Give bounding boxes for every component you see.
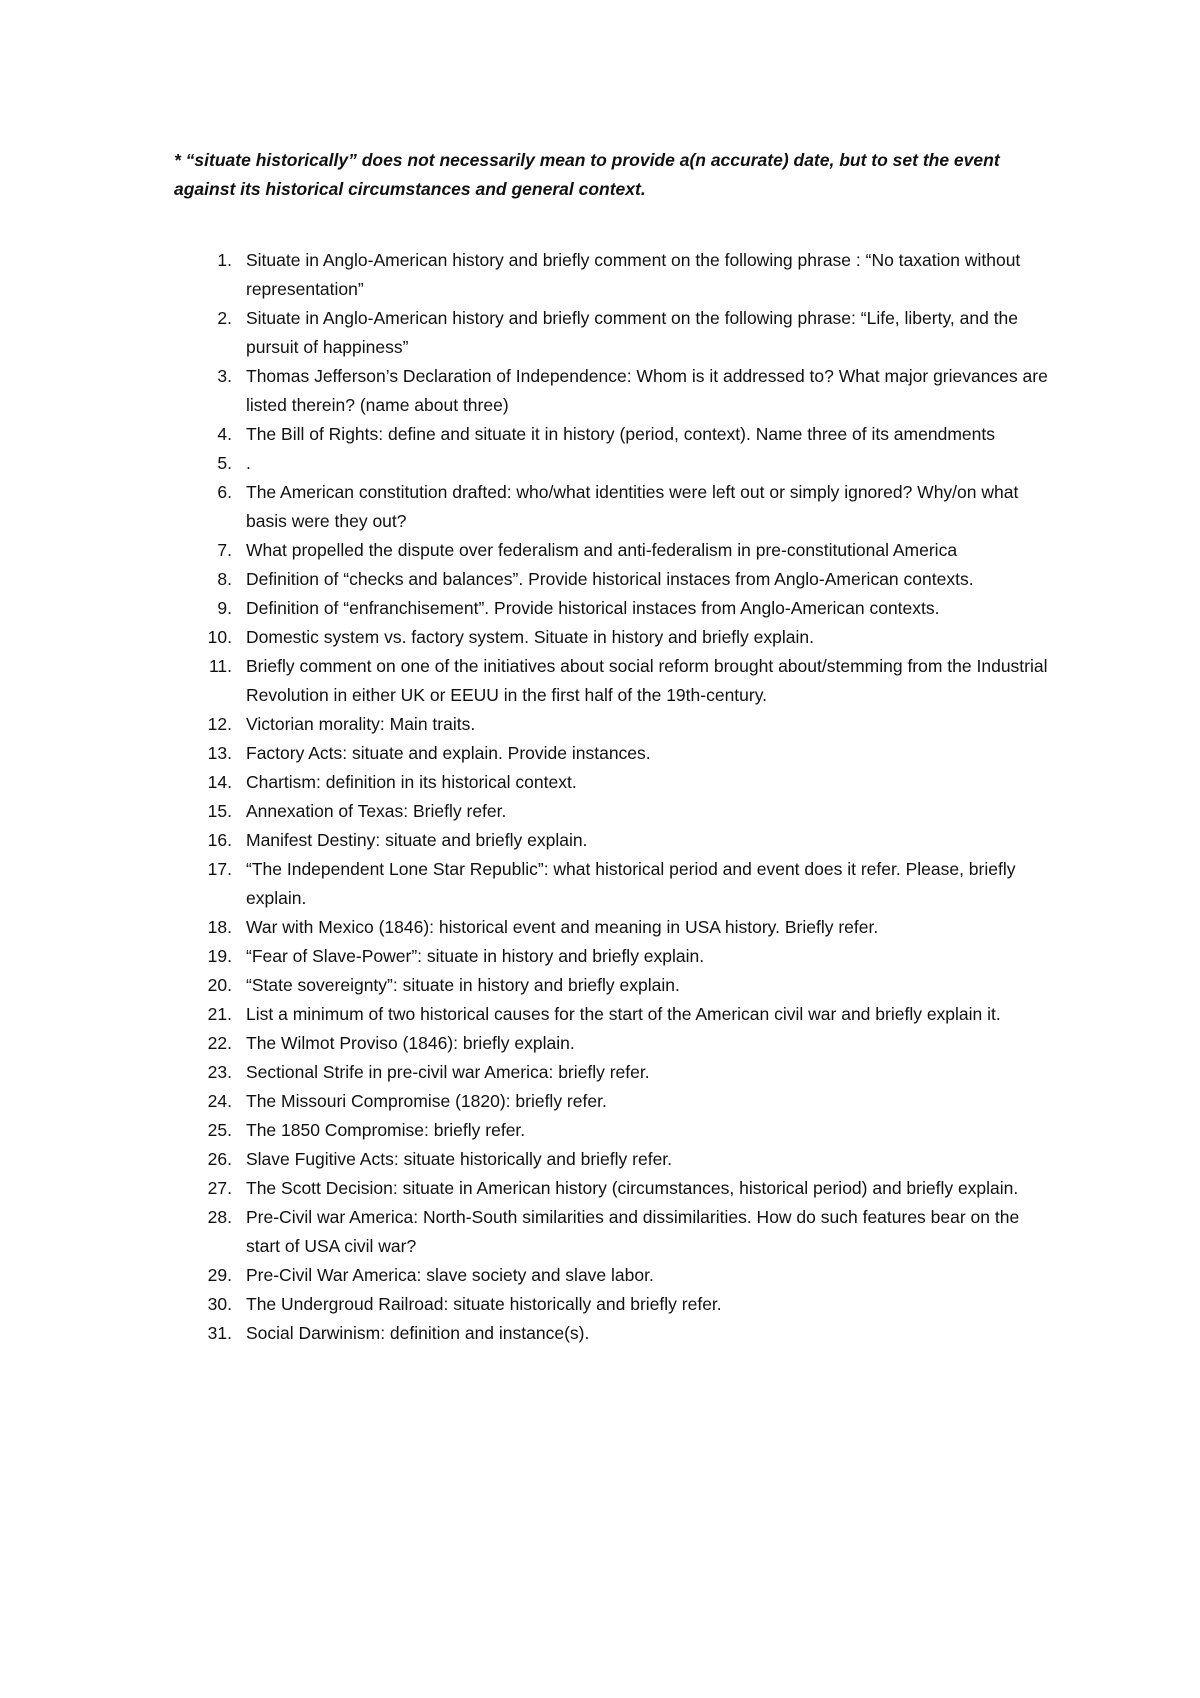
question-item [174,942,1054,971]
question-text: Social Darwinism: definition and instance(s). [246,1323,590,1343]
question-number: 6. [217,482,232,502]
question-number: 9. [217,598,232,618]
question-text: Thomas Jefferson’s Declaration of Independence: Whom is it addressed to? What major grievances are listed therein? (name about three) [246,366,1048,415]
question-text: Pre-Civil war America: North-South similarities and dissimilarities. How do such features bear on the start of USA civil war? [246,1207,1020,1256]
question-item [174,855,1054,913]
question-item [174,826,1054,855]
question-text: Manifest Destiny: situate and briefly explain. [246,830,588,850]
question-item [174,1174,1054,1203]
question-item [174,246,1054,304]
question-text: “The Independent Lone Star Republic”: what historical period and event does it refer. Please, briefly explain. [246,859,1016,908]
question-number: 22. [207,1033,232,1053]
question-number: 8. [217,569,232,589]
question-item [174,1029,1054,1058]
question-text: Slave Fugitive Acts: situate historically and briefly refer. [246,1149,673,1169]
question-number: 31. [207,1323,232,1343]
question-list [174,246,1054,1348]
question-item [174,971,1054,1000]
question-number: 5. [217,453,232,473]
question-number: 10. [207,627,232,647]
question-number: 20. [207,975,232,995]
question-item [174,710,1054,739]
question-text: . [246,453,251,473]
question-text: Domestic system vs. factory system. Situate in history and briefly explain. [246,627,814,647]
question-text: Victorian morality: Main traits. [246,714,476,734]
question-number: 4. [217,424,232,444]
question-text: The Scott Decision: situate in American history (circumstances, historical period) and briefly explain. [246,1178,1019,1198]
question-text: The 1850 Compromise: briefly refer. [246,1120,526,1140]
question-number: 2. [217,308,232,328]
intro-note: * “situate historically” does not necessarily mean to provide a(n accurate) date, but to set the event against its historical circumstances and general context. [174,150,1000,199]
question-number: 18. [207,917,232,937]
question-item [174,1000,1054,1029]
question-text: The American constitution drafted: who/what identities were left out or simply ignored? Why/on what basis were they out? [246,482,1019,531]
question-text: Situate in Anglo-American history and briefly comment on the following phrase : “No taxation without representation” [246,250,1021,299]
question-text: Annexation of Texas: Briefly refer. [246,801,507,821]
question-number: 24. [207,1091,232,1111]
question-number: 30. [207,1294,232,1314]
question-item [174,594,1054,623]
question-item [174,1058,1054,1087]
question-item [174,1145,1054,1174]
question-text: Definition of “enfranchisement”. Provide historical instaces from Anglo-American contexts. [246,598,940,618]
question-text: What propelled the dispute over federalism and anti-federalism in pre-constitutional America [246,540,958,560]
question-item [174,797,1054,826]
question-text: Factory Acts: situate and explain. Provide instances. [246,743,651,763]
question-item [174,420,1054,449]
question-number: 23. [207,1062,232,1082]
question-item [174,768,1054,797]
question-number: 29. [207,1265,232,1285]
question-number: 14. [207,772,232,792]
question-text: War with Mexico (1846): historical event and meaning in USA history. Briefly refer. [246,917,879,937]
question-number: 3. [217,366,232,386]
question-number: 25. [207,1120,232,1140]
question-item [174,1261,1054,1290]
question-number: 28. [207,1207,232,1227]
question-text: Briefly comment on one of the initiatives about social reform brought about/stemming from the Industrial Revolution in either UK or EEUU in the first half of the 19th-century. [246,656,1048,705]
question-number: 27. [207,1178,232,1198]
question-item [174,449,1054,478]
question-number: 26. [207,1149,232,1169]
question-number: 15. [207,801,232,821]
question-number: 12. [207,714,232,734]
question-item [174,913,1054,942]
question-text: The Undergroud Railroad: situate historically and briefly refer. [246,1294,722,1314]
question-item [174,304,1054,362]
question-text: The Bill of Rights: define and situate it in history (period, context). Name three of its amendments [246,424,995,444]
question-item [174,536,1054,565]
question-item [174,478,1054,536]
question-item [174,1290,1054,1319]
question-text: “State sovereignty”: situate in history and briefly explain. [246,975,680,995]
question-number: 21. [207,1004,232,1024]
question-text: Situate in Anglo-American history and briefly comment on the following phrase: “Life, liberty, and the pursuit of happiness” [246,308,1019,357]
question-text: Pre-Civil War America: slave society and slave labor. [246,1265,654,1285]
question-item [174,739,1054,768]
question-text: List a minimum of two historical causes for the start of the American civil war and briefly explain it. [246,1004,1001,1024]
question-item [174,1319,1054,1348]
question-item [174,1203,1054,1261]
question-item [174,362,1054,420]
question-text: The Wilmot Proviso (1846): briefly explain. [246,1033,575,1053]
question-item [174,1116,1054,1145]
question-text: Sectional Strife in pre-civil war America: briefly refer. [246,1062,650,1082]
question-text: Chartism: definition in its historical context. [246,772,577,792]
question-item [174,1087,1054,1116]
question-text: Definition of “checks and balances”. Provide historical instaces from Anglo-American contexts. [246,569,974,589]
question-number: 1. [217,250,232,270]
question-item [174,565,1054,594]
question-item [174,652,1054,710]
question-number: 7. [217,540,232,560]
question-number: 19. [207,946,232,966]
question-number: 17. [207,859,232,879]
question-text: “Fear of Slave-Power”: situate in history and briefly explain. [246,946,705,966]
question-number: 11. [208,656,232,676]
question-item [174,623,1054,652]
question-number: 13. [207,743,232,763]
question-number: 16. [207,830,232,850]
question-text: The Missouri Compromise (1820): briefly refer. [246,1091,607,1111]
